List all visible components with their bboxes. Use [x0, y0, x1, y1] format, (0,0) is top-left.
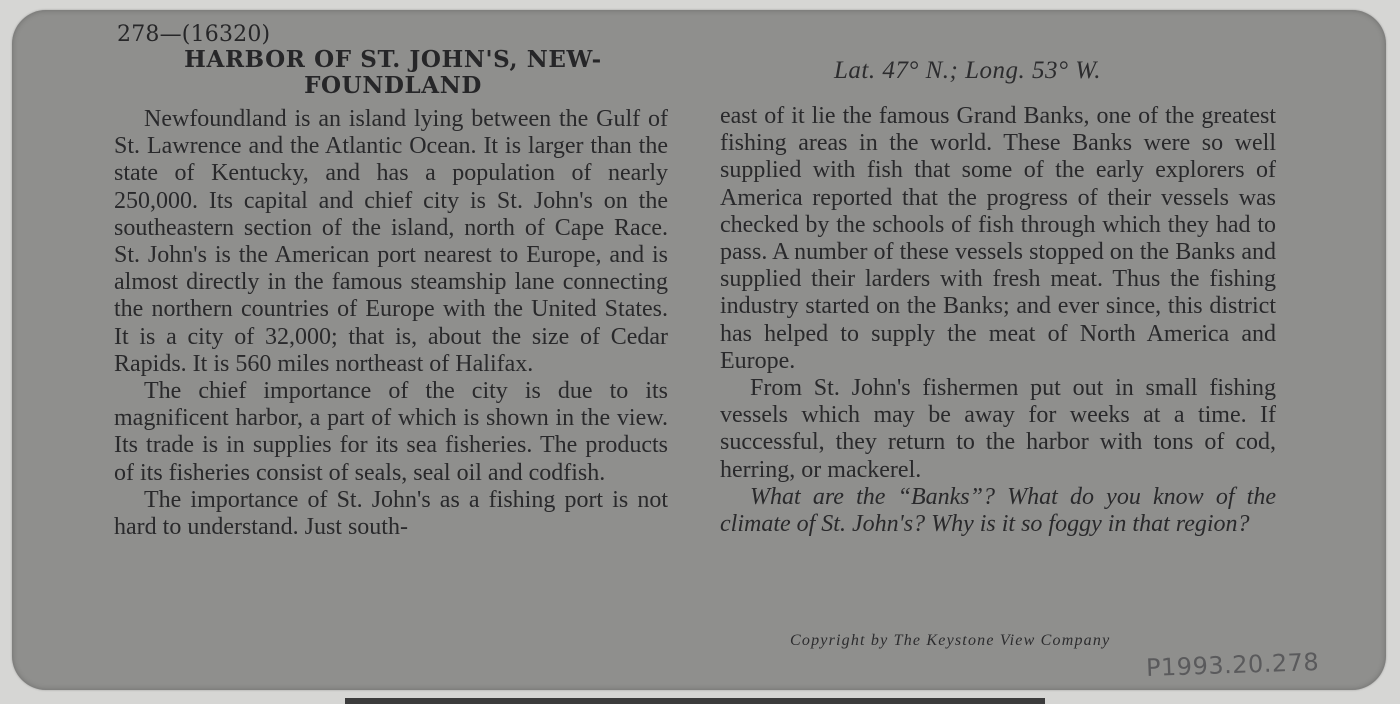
body-paragraph: The chief importance of the city is due to its magnificent harbor, a part of which is shown in the view. Its trade is in supplies for its sea fisheries. The products of its fisheries consist of seals, seal oil and codfish.: [114, 378, 668, 486]
right-text-column: [720, 103, 1276, 538]
body-paragraph: The importance of St. John's as a fishing port is not hard to understand. Just south-: [114, 486, 668, 541]
card-bottom-edge: [345, 698, 1045, 704]
card-title: HARBOR OF ST. JOHN'S, NEW-FOUNDLAND: [184, 46, 602, 99]
catalog-number: 278—(16320): [117, 22, 271, 47]
copyright-line: Copyright by The Keystone View Company: [790, 632, 1111, 649]
study-questions: What are the “Banks”? What do you know of the climate of St. John's? Why is it so foggy in that region?: [720, 483, 1276, 538]
coordinates: Lat. 47° N.; Long. 53° W.: [834, 57, 1102, 84]
body-paragraph: east of it lie the famous Grand Banks, one of the greatest fishing areas in the world. These Banks were so well supplied with fish that some of the early explorers of America reported that the progress of their vessels was checked by the schools of fish through which they had to pass. A number of these vessels stopped on the Banks and supplied their larders with fresh meat. Thus the fishing industry started on the Banks; and ever since, this district has helped to supply the meat of North America and Europe.: [720, 103, 1276, 374]
body-paragraph: From St. John's fishermen put out in small fishing vessels which may be away for weeks at a time. If successful, they return to the harbor with tons of cod, herring, or mackerel.: [720, 375, 1276, 483]
left-text-column: [114, 106, 668, 541]
handwritten-accession-number: P1993.20.278: [1145, 647, 1320, 683]
body-paragraph: Newfoundland is an island lying between the Gulf of St. Lawrence and the Atlantic Ocean. It is larger than the state of Kentucky, and has a population of nearly 250,000. Its capital and chief city is St. John's on the southeastern section of the island, north of Cape Race. St. John's is the American port nearest to Europe, and is almost directly in the famous steamship lane connecting the northern countries of Europe with the United States. It is a city of 32,000; that is, about the size of Cedar Rapids. It is 560 miles northeast of Halifax.: [114, 106, 668, 377]
